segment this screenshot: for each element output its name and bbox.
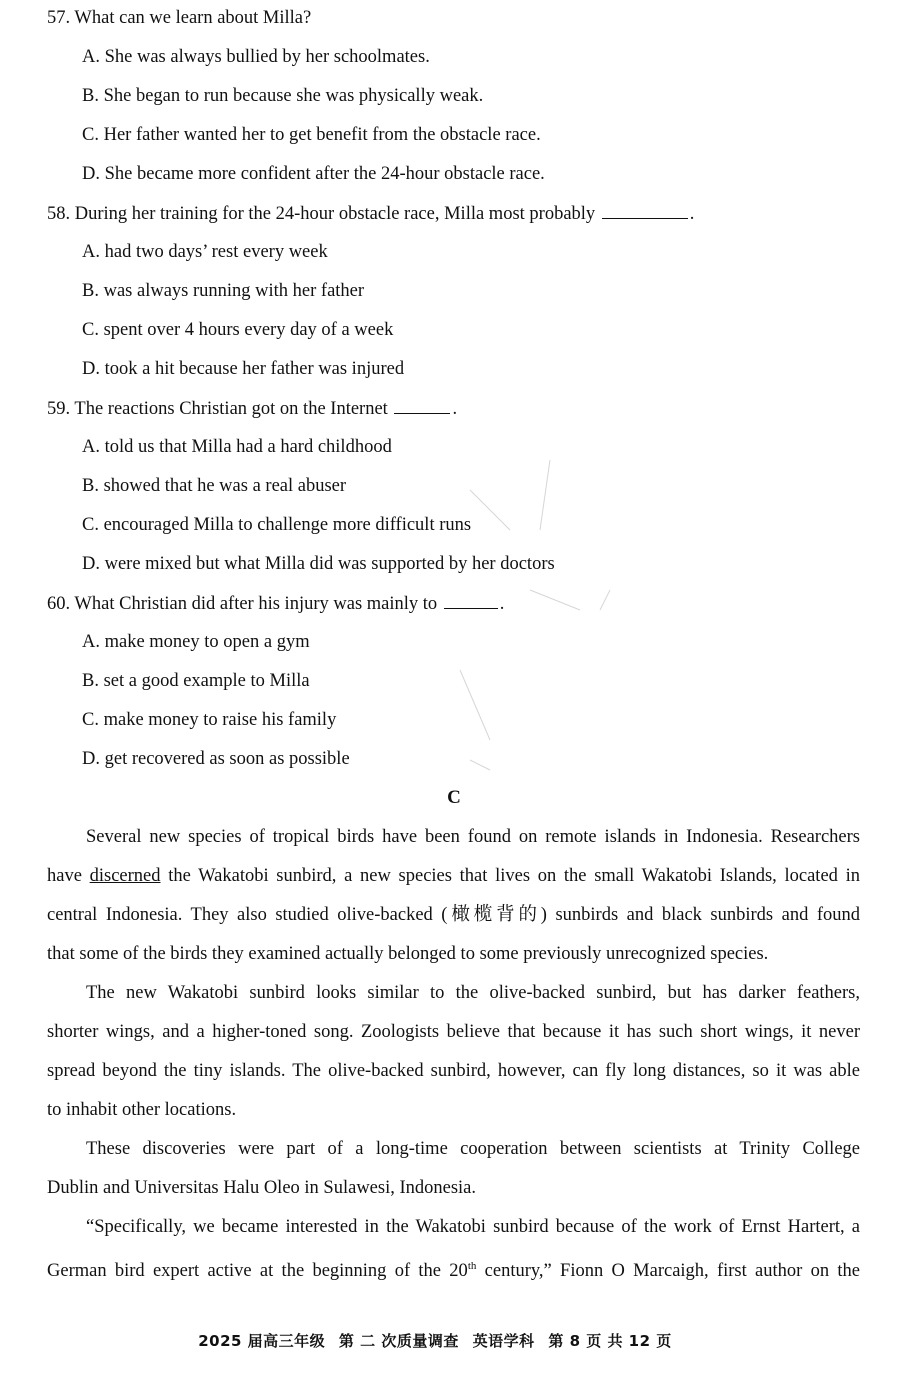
question-57-option-a: A. She was always bullied by her schoolmates. xyxy=(82,47,430,67)
question-59-option-a: A. told us that Milla had a hard childhood xyxy=(82,437,392,457)
question-57-stem xyxy=(47,7,860,29)
passage-p1-line4: that some of the birds they examined actually belonged to some previously unrecognized species. xyxy=(47,944,769,964)
question-58-option-a: A. had two days’ rest every week xyxy=(82,242,328,262)
text-segment: have xyxy=(47,866,90,886)
passage-p4-line1: “Specifically, we became interested in the Wakatobi sunbird because of the work of Ernst Hartert, a xyxy=(86,1217,860,1237)
question-number: 58. xyxy=(47,204,71,224)
question-59-stem: 59. The reactions Christian got on the Internet . xyxy=(47,399,458,419)
question-58-option-b: B. was always running with her father xyxy=(82,281,365,301)
passage-p2-line1: The new Wakatobi sunbird looks similar to the olive-backed sunbird, but has darker feathers, xyxy=(86,983,860,1003)
question-number: 59. xyxy=(47,399,71,419)
question-number: 57. xyxy=(47,8,71,28)
question-number: 60. xyxy=(47,594,71,614)
passage-p2-line2: shorter wings, and a higher-toned song. Zoologists believe that because it has such short wings, it never xyxy=(47,1022,860,1042)
question-text: The reactions Christian got on the Internet xyxy=(74,399,388,419)
question-57-option-b: B. She began to run because she was physically weak. xyxy=(82,86,484,106)
passage-p3-line1: These discoveries were part of a long-time cooperation between scientists at Trinity College xyxy=(86,1139,860,1159)
footer-grade: 2025 届高三年级 xyxy=(198,1332,326,1350)
footer-page-number: 第 8 页 共 12 页 xyxy=(548,1332,672,1350)
passage-p1-line2 xyxy=(47,865,860,887)
question-text: What Christian did after his injury was mainly to xyxy=(74,594,438,614)
passage-p2-line3: spread beyond the tiny islands. The olive-backed sunbird, however, can fly long distances, so it was able xyxy=(47,1061,860,1081)
question-58-stem: 58. During her training for the 24-hour obstacle race, Milla most probably . xyxy=(47,204,695,224)
page-footer xyxy=(0,1330,870,1351)
text-segment: German bird expert active at the beginning of the 20 xyxy=(47,1261,468,1282)
question-60-stem: 60. What Christian did after his injury was mainly to . xyxy=(47,594,505,614)
question-60-option-c: C. make money to raise his family xyxy=(82,710,337,730)
question-60-option-b: B. set a good example to Milla xyxy=(82,671,310,691)
answer-blank xyxy=(444,592,498,609)
question-59-option-c: C. encouraged Milla to challenge more difficult runs xyxy=(82,515,472,535)
question-58-option-d: D. took a hit because her father was injured xyxy=(82,359,405,379)
passage-p4-line2 xyxy=(47,1255,860,1282)
question-60-option-a: A. make money to open a gym xyxy=(82,632,310,652)
passage-p1-line3: central Indonesia. They also studied olive-backed (橄榄背的) sunbirds and black sunbirds and found xyxy=(47,905,860,925)
question-59-option-d: D. were mixed but what Milla did was supported by her doctors xyxy=(82,554,555,574)
text-segment: the Wakatobi sunbird, a new species that lives on the small Wakatobi Islands, located in xyxy=(160,866,860,886)
section-heading: C xyxy=(447,787,461,808)
passage-p2-line4: to inhabit other locations. xyxy=(47,1100,237,1120)
question-57-option-d: D. She became more confident after the 24-hour obstacle race. xyxy=(82,164,545,184)
question-text: What can we learn about Milla? xyxy=(74,8,312,28)
text-segment: century,” Fionn O Marcaigh, first author on the xyxy=(476,1261,860,1282)
underlined-word: discerned xyxy=(89,866,161,886)
passage-p3-line2: Dublin and Universitas Halu Oleo in Sulawesi, Indonesia. xyxy=(47,1178,477,1198)
answer-blank xyxy=(394,397,450,414)
superscript: th xyxy=(467,1260,477,1272)
footer-survey: 第 二 次质量调查 xyxy=(338,1332,459,1350)
question-text: During her training for the 24-hour obstacle race, Milla most probably xyxy=(74,204,596,224)
passage-p1-line1: Several new species of tropical birds have been found on remote islands in Indonesia. Researchers xyxy=(86,827,860,847)
question-60-option-d: D. get recovered as soon as possible xyxy=(82,749,350,769)
footer-subject: 英语学科 xyxy=(472,1332,535,1350)
question-57-option-c: C. Her father wanted her to get benefit from the obstacle race. xyxy=(82,125,541,145)
answer-blank xyxy=(602,202,688,219)
question-58-option-c: C. spent over 4 hours every day of a week xyxy=(82,320,394,340)
question-59-option-b: B. showed that he was a real abuser xyxy=(82,476,347,496)
